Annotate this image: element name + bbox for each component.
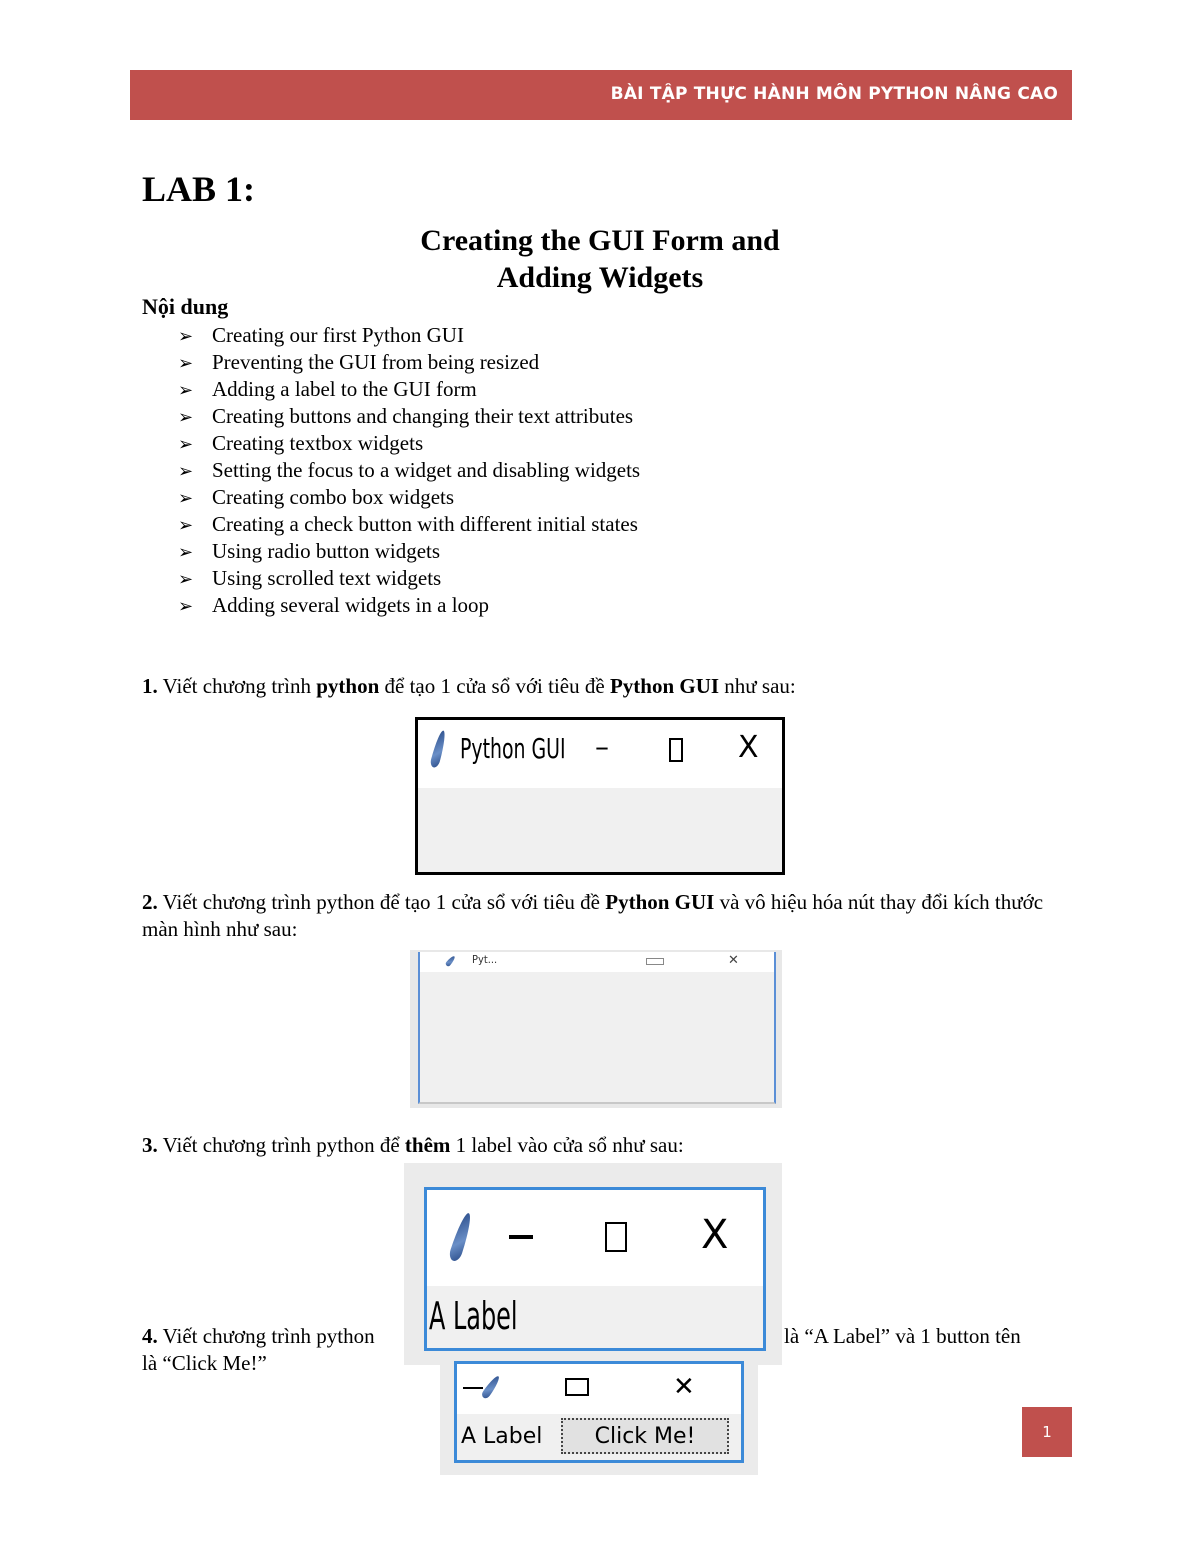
- contents-list: [178, 322, 640, 619]
- window-frame: [418, 952, 776, 1104]
- close-icon: X: [701, 1212, 729, 1258]
- contents-item: ➢ Creating textbox widgets: [178, 430, 640, 457]
- label-widget: A Label: [429, 1294, 518, 1338]
- tk-feather-icon: [429, 729, 448, 768]
- arrow-bullet-icon: ➢: [178, 542, 194, 562]
- lab-title: LAB 1:: [142, 169, 256, 209]
- arrow-bullet-icon: ➢: [178, 488, 194, 508]
- exercise-3-text: 3. Viết chương trình python để thêm 1 label vào cửa sổ như sau:: [142, 1133, 684, 1157]
- document-title-line-2: Adding Widgets: [496, 261, 704, 294]
- minimize-icon: [463, 1387, 483, 1389]
- window-client-area: [457, 1414, 741, 1460]
- maximize-icon: [565, 1378, 589, 1396]
- tk-feather-icon: [445, 955, 457, 967]
- window-title-bar: [420, 952, 774, 972]
- screenshot-window-4: [440, 1353, 758, 1475]
- contents-item: ➢ Adding several widgets in a loop: [178, 592, 640, 619]
- window-frame: [454, 1361, 744, 1463]
- arrow-bullet-icon: ➢: [178, 380, 194, 400]
- contents-item: ➢ Preventing the GUI from being resized: [178, 349, 640, 376]
- exercise-1-text: 1. Viết chương trình python để tạo 1 cửa sổ với tiêu đề Python GUI như sau:: [142, 674, 796, 698]
- contents-item: ➢ Creating our first Python GUI: [178, 322, 640, 349]
- window-client-area: [427, 1286, 763, 1348]
- maximize-icon-disabled: [646, 958, 664, 965]
- exercise-4-text-tail: là “A Label” và 1 button tên: [784, 1324, 1021, 1348]
- arrow-bullet-icon: ➢: [178, 461, 194, 481]
- page-number: 1: [1022, 1407, 1072, 1457]
- exercise-4-text-line-2: là “Click Me!”: [142, 1351, 267, 1375]
- window-title: Pyt...: [472, 953, 498, 966]
- minimize-icon: [509, 1235, 533, 1239]
- window-title-bar: [418, 720, 782, 788]
- exercise-2-text: 2. Viết chương trình python để tạo 1 cửa sổ với tiêu đề Python GUI và vô hiệu hóa nút thay đổi kích thước màn hình như sau:: [142, 890, 1044, 941]
- arrow-bullet-icon: ➢: [178, 407, 194, 427]
- contents-heading: Nội dung: [142, 294, 229, 319]
- exercise-4-text: 4. Viết chương trình python: [142, 1324, 375, 1348]
- maximize-icon: [669, 738, 683, 762]
- window-title-bar: [457, 1364, 741, 1414]
- arrow-bullet-icon: ➢: [178, 569, 194, 589]
- contents-item: ➢ Setting the focus to a widget and disabling widgets: [178, 457, 640, 484]
- document-header-bar: [130, 70, 1072, 120]
- arrow-bullet-icon: ➢: [178, 353, 194, 373]
- screenshot-window-3: [404, 1163, 782, 1365]
- click-me-button: Click Me!: [561, 1418, 729, 1454]
- maximize-icon: [605, 1222, 627, 1252]
- contents-item: ➢ Creating buttons and changing their text attributes: [178, 403, 640, 430]
- window-client-area: [420, 972, 774, 1102]
- label-widget: A Label: [461, 1424, 543, 1449]
- contents-item: ➢ Creating a check button with different initial states: [178, 511, 640, 538]
- close-icon: ✕: [673, 1372, 695, 1402]
- document-title-line-1: Creating the GUI Form and: [420, 224, 780, 257]
- contents-item: ➢ Adding a label to the GUI form: [178, 376, 640, 403]
- arrow-bullet-icon: ➢: [178, 434, 194, 454]
- close-icon: ✕: [728, 953, 739, 968]
- arrow-bullet-icon: ➢: [178, 596, 194, 616]
- arrow-bullet-icon: ➢: [178, 515, 194, 535]
- window-title: Python GUI: [460, 732, 566, 765]
- contents-item: ➢ Using radio button widgets: [178, 538, 640, 565]
- tk-feather-icon: [480, 1374, 501, 1400]
- close-icon: X: [738, 730, 759, 765]
- window-frame: [424, 1187, 766, 1351]
- header-title: BÀI TẬP THỰC HÀNH MÔN PYTHON NÂNG CAO: [610, 84, 1058, 104]
- window-client-area: [418, 788, 782, 872]
- contents-item: ➢ Using scrolled text widgets: [178, 565, 640, 592]
- minimize-icon: –: [595, 730, 609, 763]
- window-title-bar: [427, 1190, 763, 1286]
- arrow-bullet-icon: ➢: [178, 326, 194, 346]
- contents-item: ➢ Creating combo box widgets: [178, 484, 640, 511]
- screenshot-window-2: [410, 950, 782, 1108]
- tk-feather-icon: [448, 1211, 475, 1262]
- screenshot-window-1: [415, 717, 785, 875]
